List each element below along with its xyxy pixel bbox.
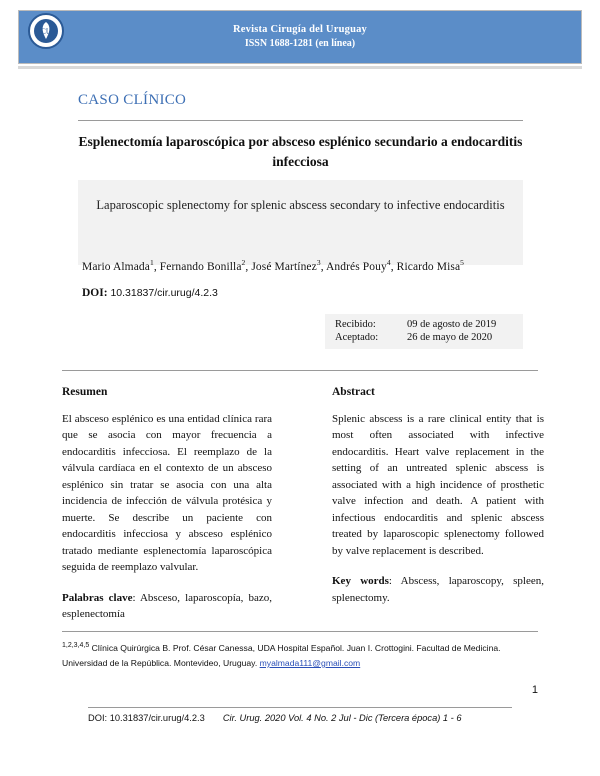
- journal-header-banner: [18, 10, 582, 64]
- journal-header-text: [19, 11, 581, 63]
- footer-doi: DOI: 10.31837/cir.urug/4.2.3: [88, 713, 205, 723]
- svg-text:CU: CU: [40, 27, 52, 36]
- resumen-body: El absceso esplénico es una entidad clínica rara que se asocia con mayor frecuencia a endocarditis infecciosa. El reemplazo de la válvula cardíaca en el contexto de un absceso esplénico sin tratar se asocia con una alta incidencia de infección de válvula protésica y muerte. Se describe un paciente con endocarditis infecciosa y absceso esplénico tratado mediante esplenectomía laparoscópica seguida de reemplazo valvular.: [62, 412, 272, 573]
- resumen-keywords-label: Palabras clave: [62, 591, 133, 604]
- divider-above-footnote: [62, 631, 538, 632]
- received-row: [325, 318, 523, 331]
- divider-above-abstracts: [62, 370, 538, 371]
- accepted-row: [325, 331, 523, 344]
- received-label: Recibido:: [335, 319, 376, 330]
- contact-email-link[interactable]: myalmada111@gmail.com: [259, 657, 361, 668]
- article-title-spanish: Esplenectomía laparoscópica por absceso esplénico secundario a endocarditis infecciosa: [78, 134, 523, 169]
- section-label: CASO CLÍNICO: [78, 92, 187, 108]
- abstract-keywords-label: Key words: [332, 575, 389, 587]
- header-divider: [18, 66, 582, 69]
- page-footer: [88, 713, 512, 723]
- author-list: Mario Almada$^1$, Fernando Bonilla$^2$, José Martínez$^3$, Andrés Pouy$^4$, Ricardo Misa$^5$: [82, 258, 465, 273]
- abstract-heading: Abstract: [332, 386, 375, 398]
- resumen-column: [62, 384, 272, 623]
- affiliation-text: Clínica Quirúrgica B. Prof. César Canessa, UDA Hospital Español. Juan I. Crottogini. Facultad de Medicina. Universidad de la República. Montevideo, Uruguay.: [62, 642, 501, 668]
- footer-citation: Cir. Urug. 2020 Vol. 4 No. 2 Jul - Dic (Tercera época) 1 - 6: [222, 713, 462, 723]
- affiliation-markers: 1,2,3,4,5: [62, 642, 90, 649]
- journal-emblem-icon: [28, 13, 64, 49]
- dates-box: [325, 314, 523, 349]
- doi-value[interactable]: 10.31837/cir.urug/4.2.3: [110, 287, 218, 299]
- received-value: 09 de agosto de 2019: [407, 319, 497, 330]
- doi-line: [82, 287, 218, 299]
- journal-issn: ISSN 1688-1281 (en línea): [244, 38, 356, 49]
- divider-under-section-label: [78, 120, 523, 121]
- abstract-keywords-value: : Abscess, laparoscopy, spleen, splenectomy.: [332, 575, 544, 604]
- page-number: 1: [531, 684, 538, 696]
- resumen-keywords: [62, 590, 272, 623]
- abstract-keywords: [332, 573, 544, 606]
- article-title-english: Laparoscopic splenectomy for splenic abscess secondary to infective endocarditis: [96, 198, 505, 212]
- resumen-heading: Resumen: [62, 386, 108, 398]
- abstract-column: [332, 384, 544, 606]
- abstract-body: Splenic abscess is a rare clinical entity that is most often associated with infective endocarditis. Heart valve replacement in the setting of an untreated splenic abscess is associated with a high incidence of prosthetic valve infection and death. A patient with infectious endocarditis and splenic abscess treated by laparoscopic splenectomy followed by valve replacement is described.: [332, 412, 544, 557]
- affiliation-footnote: [62, 638, 540, 671]
- journal-title: Revista Cirugía del Uruguay: [232, 24, 368, 35]
- doi-label: DOI:: [82, 287, 108, 299]
- divider-above-footer: [88, 707, 512, 708]
- accepted-label: Aceptado:: [335, 332, 379, 343]
- accepted-value: 26 de mayo de 2020: [407, 332, 493, 343]
- resumen-keywords-value: : Absceso, laparoscopía, bazo, esplenectomía: [62, 591, 272, 620]
